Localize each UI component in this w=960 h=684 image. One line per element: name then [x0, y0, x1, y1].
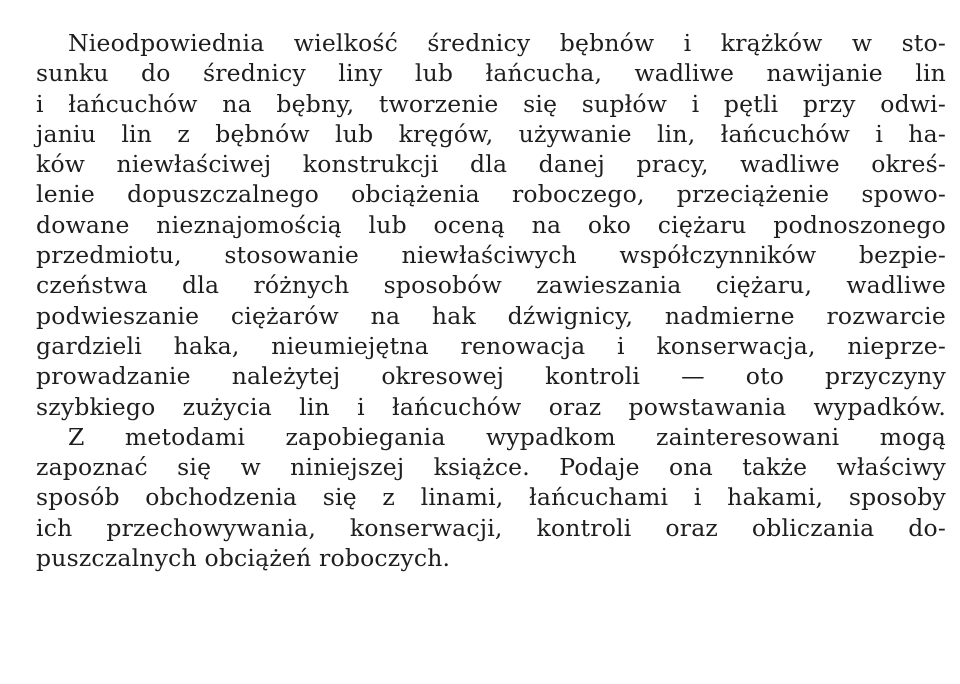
paragraph-line: czeństwa dla różnych sposobów zawieszania ciężaru, wadliwe [36, 271, 946, 300]
paragraph-causes [36, 28, 946, 422]
paragraph-line: sposób obchodzenia się z linami, łańcuchami i hakami, sposoby [36, 483, 946, 512]
paragraph-line: zapoznać się w niniejszej książce. Podaje ona także właściwy [36, 453, 946, 482]
paragraph-line: lenie dopuszczalnego obciążenia roboczego, przeciążenie spowo- [36, 180, 946, 209]
paragraph-line: janiu lin z bębnów lub kręgów, używanie lin, łańcuchów i ha- [36, 119, 946, 148]
paragraph-line: ków niewłaściwej konstrukcji dla danej pracy, wadliwe okreś- [36, 150, 946, 179]
paragraph-book-purpose [36, 422, 946, 573]
paragraph-line: Z metodami zapobiegania wypadkom zainteresowani mogą [68, 422, 946, 451]
paragraph-line: puszczalnych obciążeń roboczych. [36, 544, 451, 573]
paragraph-line: dowane nieznajomością lub oceną na oko ciężaru podnoszonego [36, 210, 946, 239]
paragraph-line: sunku do średnicy liny lub łańcucha, wadliwe nawijanie lin [36, 59, 946, 88]
paragraph-line: przedmiotu, stosowanie niewłaściwych współczynników bezpie- [36, 241, 946, 270]
paragraph-line: podwieszanie ciężarów na hak dźwignicy, nadmierne rozwarcie [36, 301, 946, 330]
paragraph-line: i łańcuchów na bębny, tworzenie się supłów i pętli przy odwi- [36, 89, 946, 118]
paragraph-line: ich przechowywania, konserwacji, kontroli oraz obliczania do- [36, 513, 946, 542]
paragraph-line: prowadzanie należytej okresowej kontroli — oto przyczyny [36, 362, 946, 391]
paragraph-line: szybkiego zużycia lin i łańcuchów oraz powstawania wypadków. [36, 392, 946, 421]
paragraph-line: gardzieli haka, nieumiejętna renowacja i konserwacja, nieprze- [36, 331, 946, 360]
paragraph-line: Nieodpowiednia wielkość średnicy bębnów i krążków w sto- [68, 29, 946, 57]
body-text [36, 28, 946, 573]
